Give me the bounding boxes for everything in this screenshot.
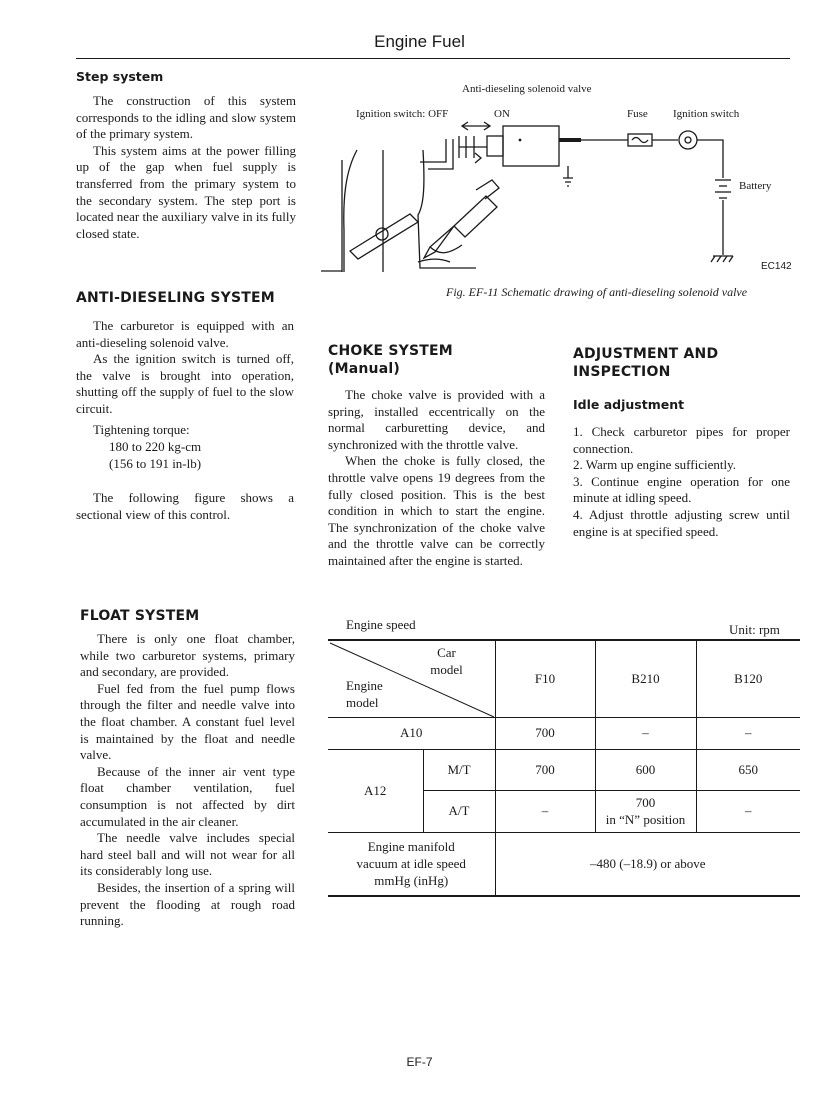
torque-label: Tightening torque: [93, 422, 190, 437]
figure-title: Anti-dieseling solenoid valve [462, 83, 592, 95]
choke-heading [328, 342, 453, 378]
adjustment-heading [573, 345, 718, 381]
adjustment-step-2: 2. Warm up engine sufficiently. [573, 457, 736, 473]
following-figure-text [76, 490, 294, 523]
vacuum-label-line-2: vacuum at idle speed [356, 856, 466, 872]
cell-at-b210-note: in “N” position [605, 812, 686, 827]
solenoid-schematic [0, 0, 839, 300]
torque-value-metric: 180 to 220 kg-cm [109, 439, 202, 454]
choke-heading-line-2: (Manual) [328, 361, 400, 377]
float-heading: FLOAT SYSTEM [80, 608, 200, 624]
torque-value-imperial: (156 to 191 in-lb) [109, 456, 202, 471]
choke-text [328, 387, 545, 570]
cell-vacuum-value: –480 (–18.9) or above [589, 855, 706, 871]
cell-at-b120: – [696, 790, 800, 832]
float-para-5: Besides, the insertion of a spring will prevent the flooding at rough road running. [80, 879, 295, 929]
adjustment-step-1: 1. Check carburetor pipes for proper connection. [573, 424, 790, 456]
step-system-para-1: The construction of this system corresponds to the idling and slow system of the primary system. [76, 93, 296, 142]
figure-code: EC142 [761, 261, 792, 272]
page-number: EF-7 [406, 1055, 433, 1069]
label-fuse: Fuse [627, 108, 648, 120]
cell-mt-b210: 600 [595, 749, 696, 790]
cell-mt-b120: 650 [696, 749, 800, 790]
float-para-4: The needle valve includes special hard steel ball and will not wear for all its considerably long use. [80, 830, 295, 879]
cell-at-b210-value: 700 [635, 795, 656, 810]
col-header-b210: B210 [595, 640, 696, 717]
step-system-para-2: This system aims at the power filling up of the gap when fuel supply is transferred from the primary system to the secondary system. The step port is located near the auxiliary valve in its fully closed state. [76, 142, 296, 241]
cell-a10-b120: – [696, 717, 800, 749]
row-label-a10: A10 [328, 717, 495, 749]
corner-car-model: Car model [430, 645, 463, 677]
vacuum-label-line-3: mmHg (inHg) [374, 873, 449, 889]
figure-caption: Fig. EF-11 Schematic drawing of anti-dieseling solenoid valve [446, 285, 748, 299]
choke-para-2: When the choke is fully closed, the throttle valve opens 19 degrees from the fully closed position. This is the best condition in which to start the engine. The synchronization of the choke valve and the throttle valve can be correctly maintained after the engine is started. [328, 453, 545, 568]
following-figure-para: The following figure shows a sectional view of this control. [76, 490, 294, 522]
label-ignition-off: Ignition switch: OFF [356, 108, 449, 120]
anti-dieseling-para-1: The carburetor is equipped with an anti-dieseling solenoid valve. [76, 318, 294, 350]
corner-engine-model: Engine model [346, 678, 383, 710]
anti-dieseling-text [76, 318, 294, 418]
adjustment-heading-line-1: ADJUSTMENT AND [573, 346, 719, 362]
choke-para-1: The choke valve is provided with a spring, installed eccentrically on the normal carburetting device, and synchronized with the throttle valve. [328, 387, 545, 452]
adjustment-heading-line-2: INSPECTION [573, 364, 671, 380]
table-caption: Engine speed [346, 617, 416, 632]
float-para-3: Because of the inner air vent type float chamber ventilation, fuel consumption is not affected by dirt accumulated in the air cleaner. [80, 763, 295, 829]
engine-speed-table [328, 639, 800, 897]
adjustment-steps [573, 424, 790, 540]
adjustment-step-4: 4. Adjust throttle adjusting screw until engine is at specified speed. [573, 506, 790, 539]
idle-adjustment-heading: Idle adjustment [573, 397, 685, 412]
float-para-1: There is only one float chamber, while two carburetor systems, primary and secondary, are provided. [80, 631, 295, 680]
float-text [80, 631, 295, 930]
cell-a10-f10: 700 [495, 717, 595, 749]
label-on: ON [494, 108, 510, 120]
col-header-b120: B120 [696, 640, 800, 717]
row-label-mt: M/T [423, 749, 495, 790]
label-battery: Battery [739, 180, 772, 192]
col-header-f10: F10 [495, 640, 595, 717]
cell-at-f10: – [495, 790, 595, 832]
cell-a10-b210: – [595, 717, 696, 749]
cell-mt-f10: 700 [495, 749, 595, 790]
step-system-heading: Step system [76, 69, 164, 84]
row-label-vacuum [328, 832, 495, 896]
label-ignition-switch: Ignition switch [673, 108, 740, 120]
page-header-title: Engine Fuel [374, 32, 465, 51]
choke-heading-line-1: CHOKE SYSTEM [328, 343, 453, 359]
corner-header-cell [328, 640, 495, 717]
row-label-a12: A12 [328, 749, 423, 832]
anti-dieseling-heading: ANTI-DIESELING SYSTEM [76, 290, 275, 306]
row-label-at: A/T [423, 790, 495, 832]
adjustment-step-3: 3. Continue engine operation for one minute at idling speed. [573, 473, 790, 506]
vacuum-label-line-1: Engine manifold [367, 839, 455, 855]
anti-dieseling-para-2: As the ignition switch is turned off, the valve is brought into operation, shutting off the supply of fuel to the slow circuit. [76, 351, 294, 416]
table-unit: Unit: rpm [729, 622, 780, 637]
float-para-2: Fuel fed from the fuel pump flows through the filter and needle valve into the float chamber. A constant fuel level is maintained by the float and needle valve. [80, 680, 295, 763]
cell-at-b210 [595, 790, 696, 832]
